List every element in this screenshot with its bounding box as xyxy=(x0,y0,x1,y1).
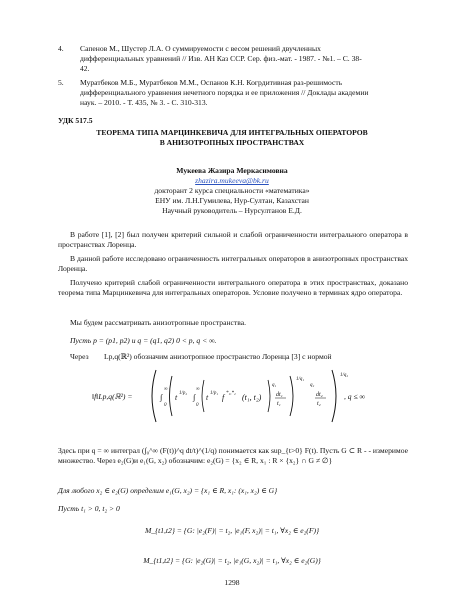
reference-4-number: 4. xyxy=(58,44,64,53)
reference-4-line3: 42. xyxy=(80,64,90,73)
svg-text:0: 0 xyxy=(196,403,199,408)
paragraph-8: Для любого x₂ ∈ e₂(G) определим e₁(G, x₂) = {x₁ ∈ R, x₁: (x₁, x₂) ∈ G} xyxy=(58,486,278,495)
svg-text:t₂: t₂ xyxy=(317,401,321,407)
svg-text:1/q₂: 1/q₂ xyxy=(340,373,349,378)
svg-text:q₁: q₁ xyxy=(272,383,277,388)
svg-text:(t₁, t₂): (t₁, t₂) xyxy=(242,393,262,402)
svg-text:0: 0 xyxy=(164,403,167,408)
svg-text:∞: ∞ xyxy=(164,387,168,392)
author-affiliation-2: ЕНУ им. Л.Н.Гумилева, Нур-Султан, Казахстан xyxy=(155,196,309,205)
svg-text:∞: ∞ xyxy=(196,387,200,392)
paragraph-4: Мы будем рассматривать анизотропные пространства. xyxy=(70,318,246,327)
paragraph-5: Пусть p = (p1, p2) и q = (q1, q2) 0 < p, q < ∞. xyxy=(70,336,217,345)
reference-5-number: 5. xyxy=(58,78,64,87)
reference-5-line2: дифференциального уравнения нечетного порядка и ее приложения // Доклады академии xyxy=(80,88,369,97)
svg-text:t₁: t₁ xyxy=(277,401,281,407)
svg-text:f: f xyxy=(222,393,225,402)
svg-text:q₂: q₂ xyxy=(310,383,315,388)
norm-formula-lhs: ‖f‖Lp,q(ℝ²) = xyxy=(92,392,133,401)
svg-text:1/p₂: 1/p₂ xyxy=(179,391,188,396)
reference-4-line2: дифференциальных уравнений // Изв. АН Каз ССР. Сер. физ.-мат. - 1987. - №1. – С. 38- xyxy=(80,54,362,63)
reference-4-line1: Сапенов М., Шустер Л.А. О суммируемости с весом решений двучленных xyxy=(80,44,321,53)
svg-text:t: t xyxy=(175,393,178,402)
svg-text:dt₁: dt₁ xyxy=(276,392,283,398)
author-affiliation-1: докторант 2 курса специальности «математика» xyxy=(154,186,310,195)
paragraph-2: В данной работе исследовано ограниченность интегральных операторов в анизотропных пространствах Лоренца. xyxy=(58,254,408,273)
paragraph-6-lead: Через xyxy=(70,352,89,361)
svg-text:*₁,*₂: *₁,*₂ xyxy=(226,391,236,396)
svg-text:1/q₁: 1/q₁ xyxy=(296,377,305,382)
svg-text:dt₂: dt₂ xyxy=(316,392,323,398)
set-definition-1: M_{t1,t2} = {G: |e₂(F)| = t₂, |e₁(F, x₂)| = t₁, ∀x₂ ∈ e₂(F)} xyxy=(144,526,320,535)
svg-text:∫: ∫ xyxy=(193,393,196,402)
paragraph-9: Пусть t₁ > 0, t₂ > 0 xyxy=(58,504,120,513)
page-number: 1298 xyxy=(224,578,240,587)
paragraph-1: В работе [1], [2] был получен критерий сильной и слабой ограниченности интегрального оператора в пространствах Лоренца. xyxy=(58,230,408,249)
norm-formula-tail: , q ≤ ∞ xyxy=(344,392,365,401)
set-definition-2: M_{t1,t2} = {G: |e₂(G)| = t₂, |e₁(G, x₂)| = t₁, ∀x₂ ∈ e₂(G)} xyxy=(143,556,321,565)
paragraph-7: Здесь при q = ∞ интеграл (∫₀^∞ (F(t))^q dt/t)^(1/q) понимается как sup_{t>0} F(t). Пусть G ⊂ R - - измеримое множество. Через e₂(G)и e₁(G, x₂) обозначим: e₂(G) = {x₂ ∈ R, x₁ : R × {x₂} ∩ G ≠ ∅} xyxy=(58,446,408,465)
article-title-line1: ТЕОРЕМА ТИПА МАРЦИНКЕВИЧА ДЛЯ ИНТЕГРАЛЬНЫХ ОПЕРАТОРОВ xyxy=(96,128,368,137)
paragraph-3: Получено критерий слабой ограниченности интегрального оператора в этих пространствах, доказано теорема типа Марцинкевича для интегральных операторов. Условие получено в терминах ядро оператора. xyxy=(58,278,408,297)
paragraph-6: Lp,q(ℝ²) обозначим анизотропное пространство Лоренца [3] с нормой xyxy=(104,352,332,361)
author-name: Мукеева Жазира Меркасимовна xyxy=(176,166,288,175)
svg-text:1/p₁: 1/p₁ xyxy=(210,391,219,396)
svg-text:t: t xyxy=(206,393,209,402)
svg-text:∫: ∫ xyxy=(160,393,163,402)
article-title-line2: В АНИЗОТРОПНЫХ ПРОСТРАНСТВАХ xyxy=(159,138,305,147)
author-email[interactable]: zhazira.mukeeva@bk.ru xyxy=(195,176,269,185)
udk-code: УДК 517.5 xyxy=(58,116,93,125)
reference-5-line1: Муратбеков М.Б., Муратбеков М.М., Оспанов К.Н. Когрдитивная раз-решимость xyxy=(80,78,343,87)
reference-5-line3: наук. – 2010. - Т. 435, № 3. - С. 310-313. xyxy=(80,98,208,107)
scientific-advisor: Научный руководитель – Нурсултанов Е.Д. xyxy=(162,206,302,215)
